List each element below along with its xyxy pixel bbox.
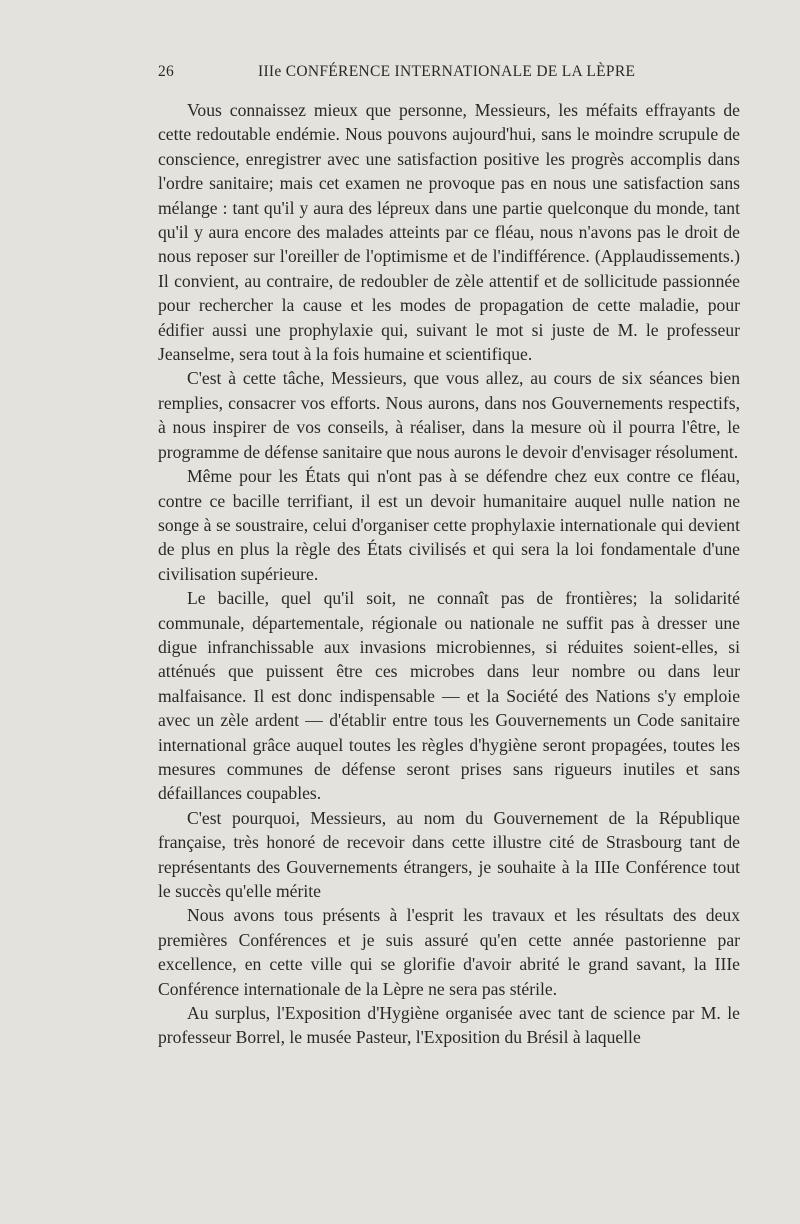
- page-number: 26: [158, 63, 175, 80]
- paragraph: Vous connaissez mieux que personne, Messieurs, les méfaits effrayants de cette redoutable endémie. Nous pouvons aujourd'hui, sans le moindre scrupule de conscience, enregistrer avec une satisfaction positive les progrès accomplis dans l'ordre sanitaire; mais cet examen ne provoque pas en nous une satisfaction sans mélange : tant qu'il y aura des lépreux dans une partie quelconque du monde, tant qu'il y aura encore des malades atteints par ce fléau, nous n'avons pas le droit de nous reposer sur l'oreiller de l'optimisme et de l'indifférence. (Applaudissements.) Il convient, au contraire, de redoubler de zèle attentif et de sollicitude passionnée pour rechercher la cause et les modes de propagation de cette maladie, pour édifier aussi une prophylaxie qui, suivant le mot si juste de M. le professeur Jeanselme, sera tout à la fois humaine et scientifique.: [158, 100, 740, 365]
- paragraph: Même pour les États qui n'ont pas à se défendre chez eux contre ce fléau, contre ce bacille terrifiant, il est un devoir humanitaire auquel nulle nation ne songe à se soustraire, celui d'organiser cette prophylaxie internationale qui devient de plus en plus la règle des États civilisés et qui sera la loi fondamentale d'une civilisation supérieure.: [158, 466, 740, 584]
- running-title: IIIe CONFÉRENCE INTERNATIONALE DE LA LÈPRE: [258, 63, 636, 80]
- body-text: [158, 98, 740, 1050]
- paragraph: C'est à cette tâche, Messieurs, que vous allez, au cours de six séances bien remplies, consacrer vos efforts. Nous aurons, dans nos Gouvernements respectifs, à nous inspirer de vos conseils, à réaliser, dans la mesure où il pourra l'être, le programme de défense sanitaire que nous aurons le devoir d'envisager résolument.: [158, 368, 740, 462]
- paragraph: Au surplus, l'Exposition d'Hygiène organisée avec tant de science par M. le professeur Borrel, le musée Pasteur, l'Exposition du Brésil à laquelle: [158, 1003, 740, 1048]
- paragraph: C'est pourquoi, Messieurs, au nom du Gouvernement de la République française, très honoré de recevoir dans cette illustre cité de Strasbourg tant de représentants des Gouvernements étrangers, je souhaite à la IIIe Conférence tout le succès qu'elle mérite: [158, 807, 740, 901]
- running-header: [158, 63, 640, 85]
- paragraph: Nous avons tous présents à l'esprit les travaux et les résultats des deux premières Conférences et je suis assuré qu'en cette année pastorienne par excellence, en cette ville qui se glorifie d'avoir abrité le grand savant, la IIIe Conférence internationale de la Lèpre ne sera pas stérile.: [158, 905, 740, 999]
- paragraph: Le bacille, quel qu'il soit, ne connaît pas de frontières; la solidarité communale, départementale, régionale ou nationale ne suffit pas à dresser une digue infranchissable aux invasions microbiennes, si réduites soient-elles, si atténués que puissent être ces microbes dans leur nombre ou dans leur malfaisance. Il est donc indispensable — et la Société des Nations s'y emploie avec un zèle ardent — d'établir entre tous les Gouvernements un Code sanitaire international grâce auquel toutes les règles d'hygiène seront propagées, toutes les mesures communes de défense seront prises sans rigueurs inutiles et sans défaillances coupables.: [158, 588, 740, 804]
